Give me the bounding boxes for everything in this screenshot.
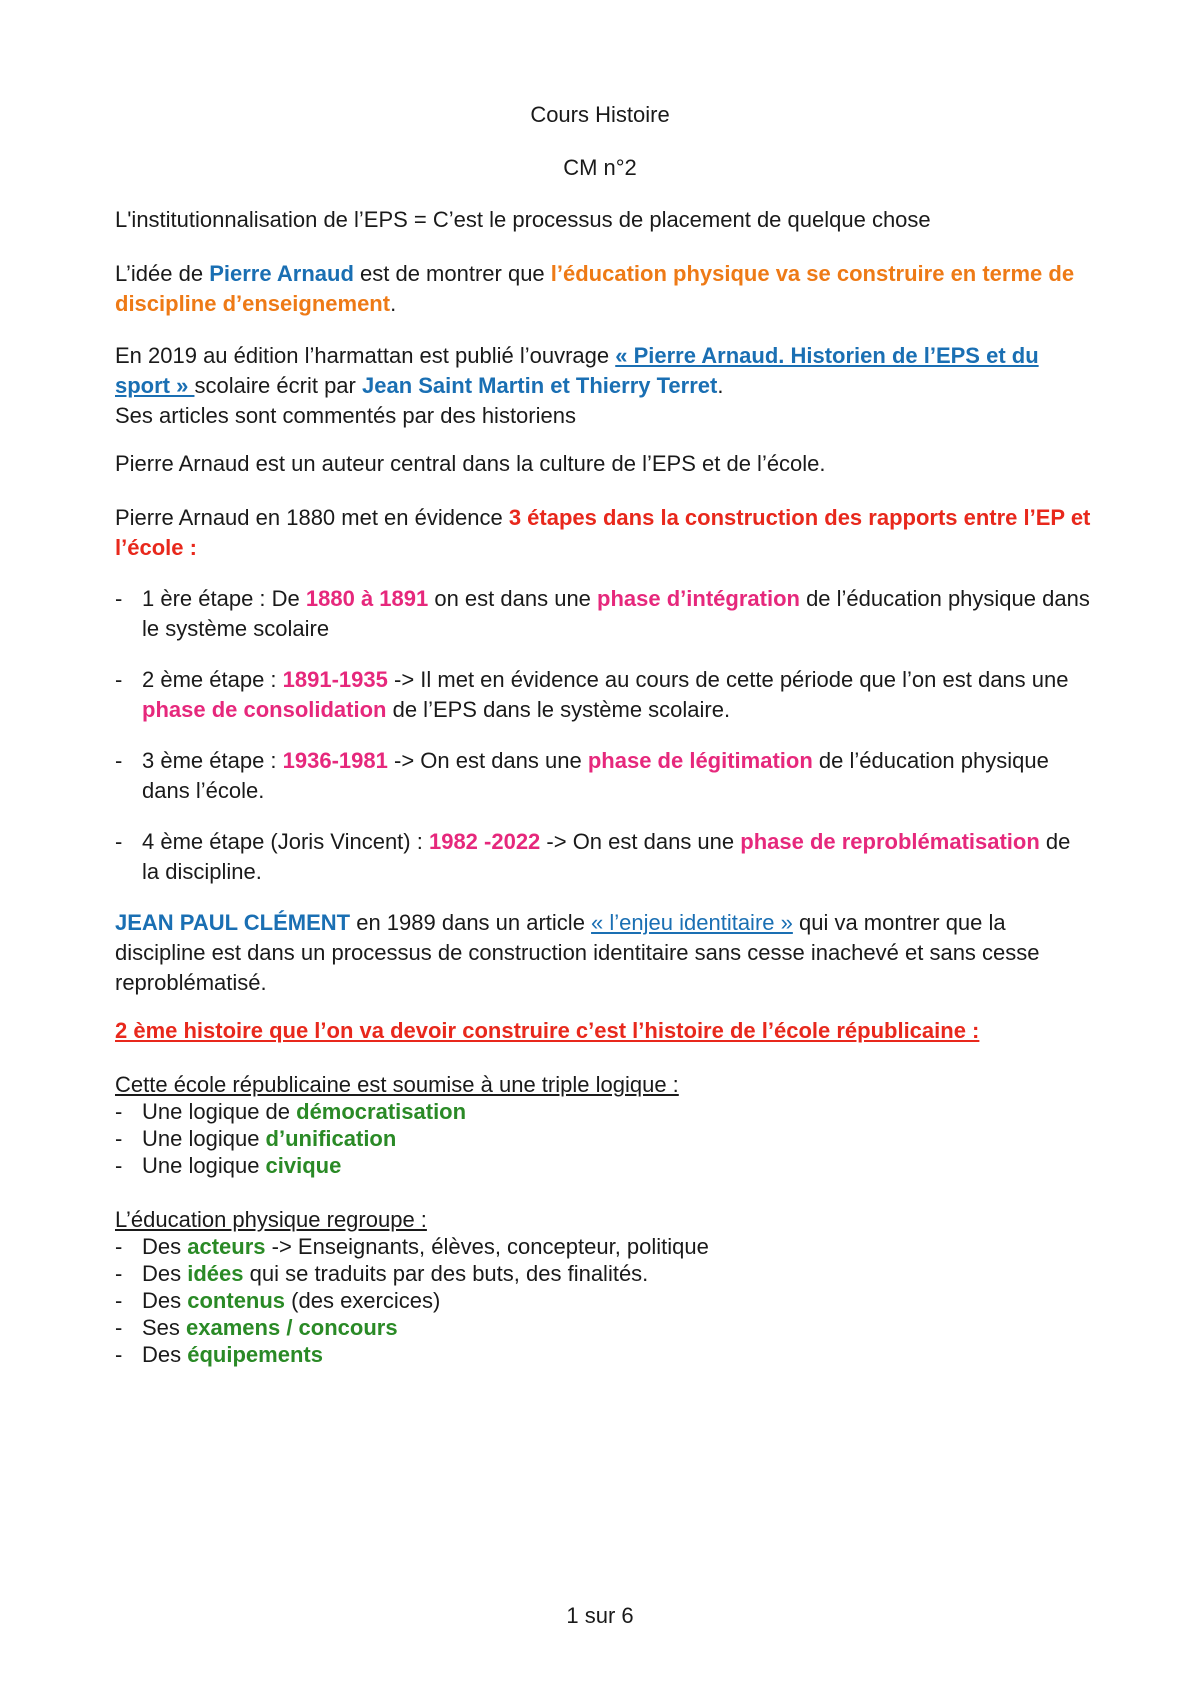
dash-bullet: - bbox=[115, 1234, 123, 1259]
page-number: 1 sur 6 bbox=[566, 1603, 634, 1628]
triple-logic-heading: Cette école républicaine est soumise à une triple logique : bbox=[115, 1072, 679, 1097]
dash-bullet: - bbox=[115, 667, 123, 692]
pe-regroups-section bbox=[115, 1205, 1095, 1235]
triple-logic-section bbox=[115, 1070, 1095, 1100]
article-title-link[interactable]: « l’enjeu identitaire » bbox=[591, 910, 793, 935]
paragraph-definition: L'institutionnalisation de l’EPS = C’est le processus de placement de quelque chose bbox=[115, 207, 931, 232]
dash-bullet: - bbox=[115, 1315, 123, 1340]
dash-bullet: - bbox=[115, 586, 123, 611]
book-title-link[interactable]: « Pierre Arnaud. Historien de l’EPS et du sport » bbox=[115, 343, 1039, 398]
author-name: JEAN PAUL CLÉMENT bbox=[115, 910, 351, 935]
paragraph-arnaud-idea: L’idée de Pierre Arnaud est de montrer que l’éducation physique va se construire en terme de discipline d’enseignement. bbox=[115, 261, 1075, 316]
paragraph-publication: En 2019 au édition l’harmattan est publié l’ouvrage « Pierre Arnaud. Historien de l’EPS et du sport » scolaire écrit par Jean Saint Martin et Thierry Terret. Ses articles sont commentés par des historiens bbox=[115, 343, 1039, 428]
paragraph-clement: JEAN PAUL CLÉMENT en 1989 dans un article « l’enjeu identitaire » qui va montrer que la discipline est dans un processus de construction identitaire sans cesse inachevé et sans cesse reproblématisé. bbox=[115, 910, 1040, 995]
document-page: Cours Histoire CM n°2 L'institutionnalisation de l’EPS = C’est le processus de placement de quelque chose L’idée de Pierre Arnaud est de montrer que l’éducation physique va se construire en terme de discipline d’enseignement. En 2019 au édition l’harmattan est publié l’ouvrage « Pierre Arnaud. Historien de l’EPS et du sport » scolaire écrit par Jean Saint Martin et Thierry Terret. Ses articles sont commentés par des historiens Pierre Arnaud est un auteur central dans la culture de l’EPS et de l’école. Pierre Arnaud en 1880 met en évidence 3 étapes dans la construction des rapports entre l’EP et l’école : - 1 ère étape : De 1880 à 1891 on est dans une phase d’intégration de l’éducation physique dans le système scolaire - 2 ème étape : 1891-1935 -> Il met en évidence au cours de cette période que l’on est dans une phase de consolidation de l’EPS dans le système scolaire. - 3 ème étape : 1936-1981 -> On est dans une phase de légitimation de l’éducation physique dans l’école. - 4 ème étape (Joris Vincent) : 1982 -2022 -> On est dans une phase de reproblématisation de la discipline. JEAN PAUL CLÉMENT en 1989 dans un article « l’enjeu identitaire » qui va montrer que la discipline est dans un processus de construction identitaire sans cesse inachevé et sans cesse reproblématisé. 2 ème histoire que l’on va devoir construire c’est l’histoire de l’école républicaine : Cette école républicaine est soumise à une triple logique : - Une logique de démocratisation - Une logique d’unification - Une logique civique L’éducation physique regroupe : - Des acteurs -> Enseignants, élèves, concepteur, politique - Des idées qui se traduits par des buts, des finalités. - Des contenus (des exercices) - Ses examens / concours - Des équipements 1 sur 6 bbox=[0, 0, 1200, 1696]
highlight-phrase: l’éducation physique va se construire en terme de discipline d’enseignement bbox=[115, 261, 1075, 316]
dash-bullet: - bbox=[115, 748, 123, 773]
authors-names: Jean Saint Martin et Thierry Terret bbox=[361, 373, 718, 398]
dash-bullet: - bbox=[115, 1099, 123, 1124]
dash-bullet: - bbox=[115, 1126, 123, 1151]
author-name: Pierre Arnaud bbox=[209, 261, 354, 286]
dash-bullet: - bbox=[115, 1342, 123, 1367]
dash-bullet: - bbox=[115, 1153, 123, 1178]
dash-bullet: - bbox=[115, 829, 123, 854]
dash-bullet: - bbox=[115, 1261, 123, 1286]
course-title: Cours Histoire bbox=[530, 102, 670, 127]
section-heading-republican-school: 2 ème histoire que l’on va devoir construire c’est l’histoire de l’école républicaine : bbox=[115, 1018, 980, 1043]
paragraph-three-steps: Pierre Arnaud en 1880 met en évidence 3 étapes dans la construction des rapports entre l’EP et l’école : bbox=[115, 505, 1091, 560]
session-title: CM n°2 bbox=[563, 155, 637, 180]
pe-regroups-heading: L’éducation physique regroupe : bbox=[115, 1207, 427, 1232]
dash-bullet: - bbox=[115, 1288, 123, 1313]
paragraph-central-author: Pierre Arnaud est un auteur central dans la culture de l’EPS et de l’école. bbox=[115, 451, 826, 476]
steps-heading: 3 étapes dans la construction des rapports entre l’EP et l’école : bbox=[115, 505, 1091, 560]
